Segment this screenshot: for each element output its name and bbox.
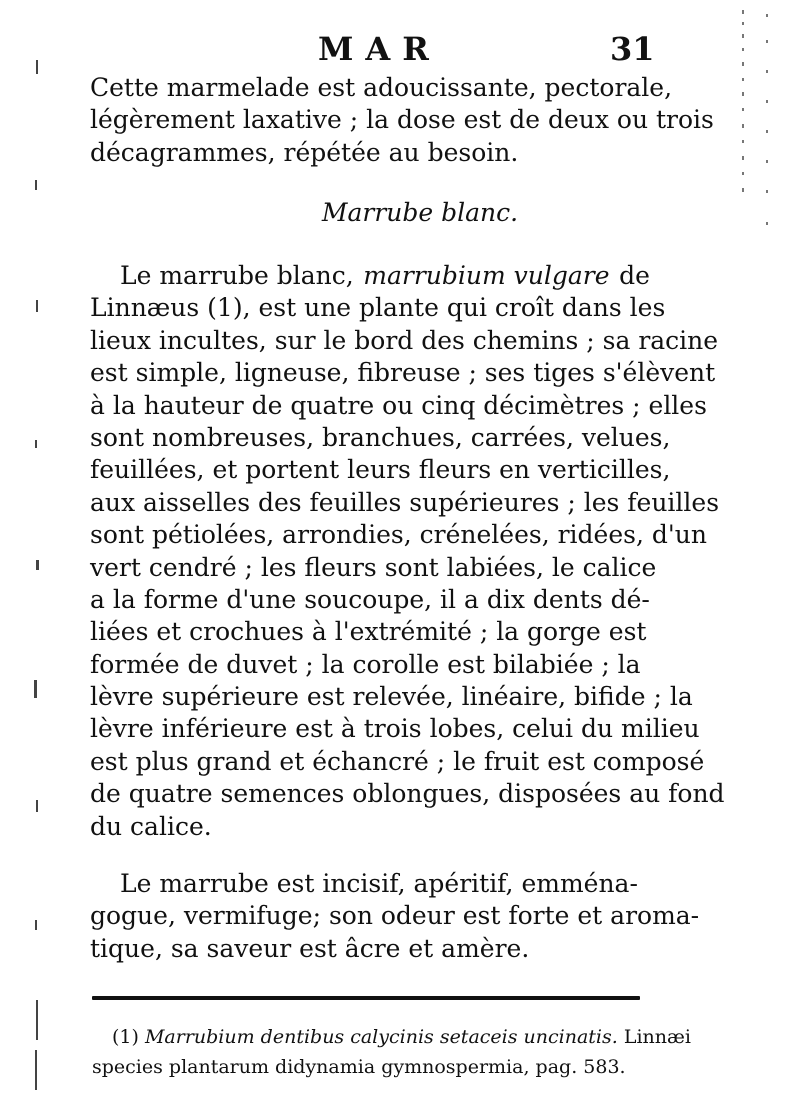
text-line: est plus grand et échancré ; le fruit est composé — [90, 746, 705, 776]
text-line: décagrammes, répétée au besoin. — [90, 137, 519, 167]
text-line: Le marrube est incisif, apéritif, emména- — [120, 869, 638, 898]
paragraph-properties — [90, 868, 700, 965]
text-line: de quatre semences oblongues, disposées au fond — [90, 779, 725, 809]
footnote-latin: Marrubium dentibus calycinis setaceis uncinatis. — [144, 1026, 618, 1048]
text-line: du calice. — [90, 811, 212, 841]
latin-name: marrubium vulgare — [363, 261, 610, 290]
section-heading: Marrube blanc. — [321, 198, 519, 227]
text-line: aux aisselles des feuilles supérieures ; les feuilles — [90, 487, 720, 517]
text-line: formée de duvet ; la corolle est bilabiée ; la — [90, 649, 641, 679]
text-line: lèvre inférieure est à trois lobes, celui du milieu — [90, 714, 700, 744]
text-line: est simple, ligneuse, fibreuse ; ses tiges s'élèvent — [90, 358, 716, 388]
text-line: vert cendré ; les fleurs sont labiées, le calice — [90, 552, 657, 582]
text-line: Linnæus (1), est une plante qui croît dans les — [90, 293, 666, 323]
text-line: feuillées, et portent leurs fleurs en verticilles, — [90, 455, 671, 485]
text-line: sont pétiolées, arrondies, crénelées, ridées, d'un — [90, 520, 707, 550]
footnote-line: species plantarum didynamia gymnospermia, pag. 583. — [92, 1056, 626, 1078]
text-line: gogue, vermifuge; son odeur est forte et aroma- — [90, 901, 700, 931]
page-header — [0, 30, 800, 70]
intro-paragraph — [90, 72, 714, 169]
footnote — [92, 1022, 691, 1082]
text-line: Le marrube blanc, marrubium vulgare de — [90, 260, 650, 292]
footnote-rule — [92, 996, 640, 1000]
footnote-line: (1) Marrubium dentibus calycinis setaceis uncinatis. Linnæi — [92, 1022, 648, 1052]
text-line: liées et crochues à l'extrémité ; la gorge est — [90, 617, 647, 647]
text-line: à la hauteur de quatre ou cinq décimètres ; elles — [90, 390, 707, 420]
page-number: 31 — [610, 30, 655, 68]
paragraph-description — [90, 260, 725, 843]
running-head: MAR — [318, 30, 441, 68]
text-line: lèvre supérieure est relevée, linéaire, bifide ; la — [90, 682, 693, 712]
text-line: tique, sa saveur est âcre et amère. — [90, 933, 530, 963]
text-line: Cette marmelade est adoucissante, pectorale, — [90, 73, 673, 102]
text-line: légèrement laxative ; la dose est de deux ou trois — [90, 105, 714, 135]
text-line: lieux incultes, sur le bord des chemins ; sa racine — [90, 325, 719, 355]
text-line: sont nombreuses, branchues, carrées, velues, — [90, 422, 671, 452]
text-line: a la forme d'une soucoupe, il a dix dents dé- — [90, 584, 650, 614]
